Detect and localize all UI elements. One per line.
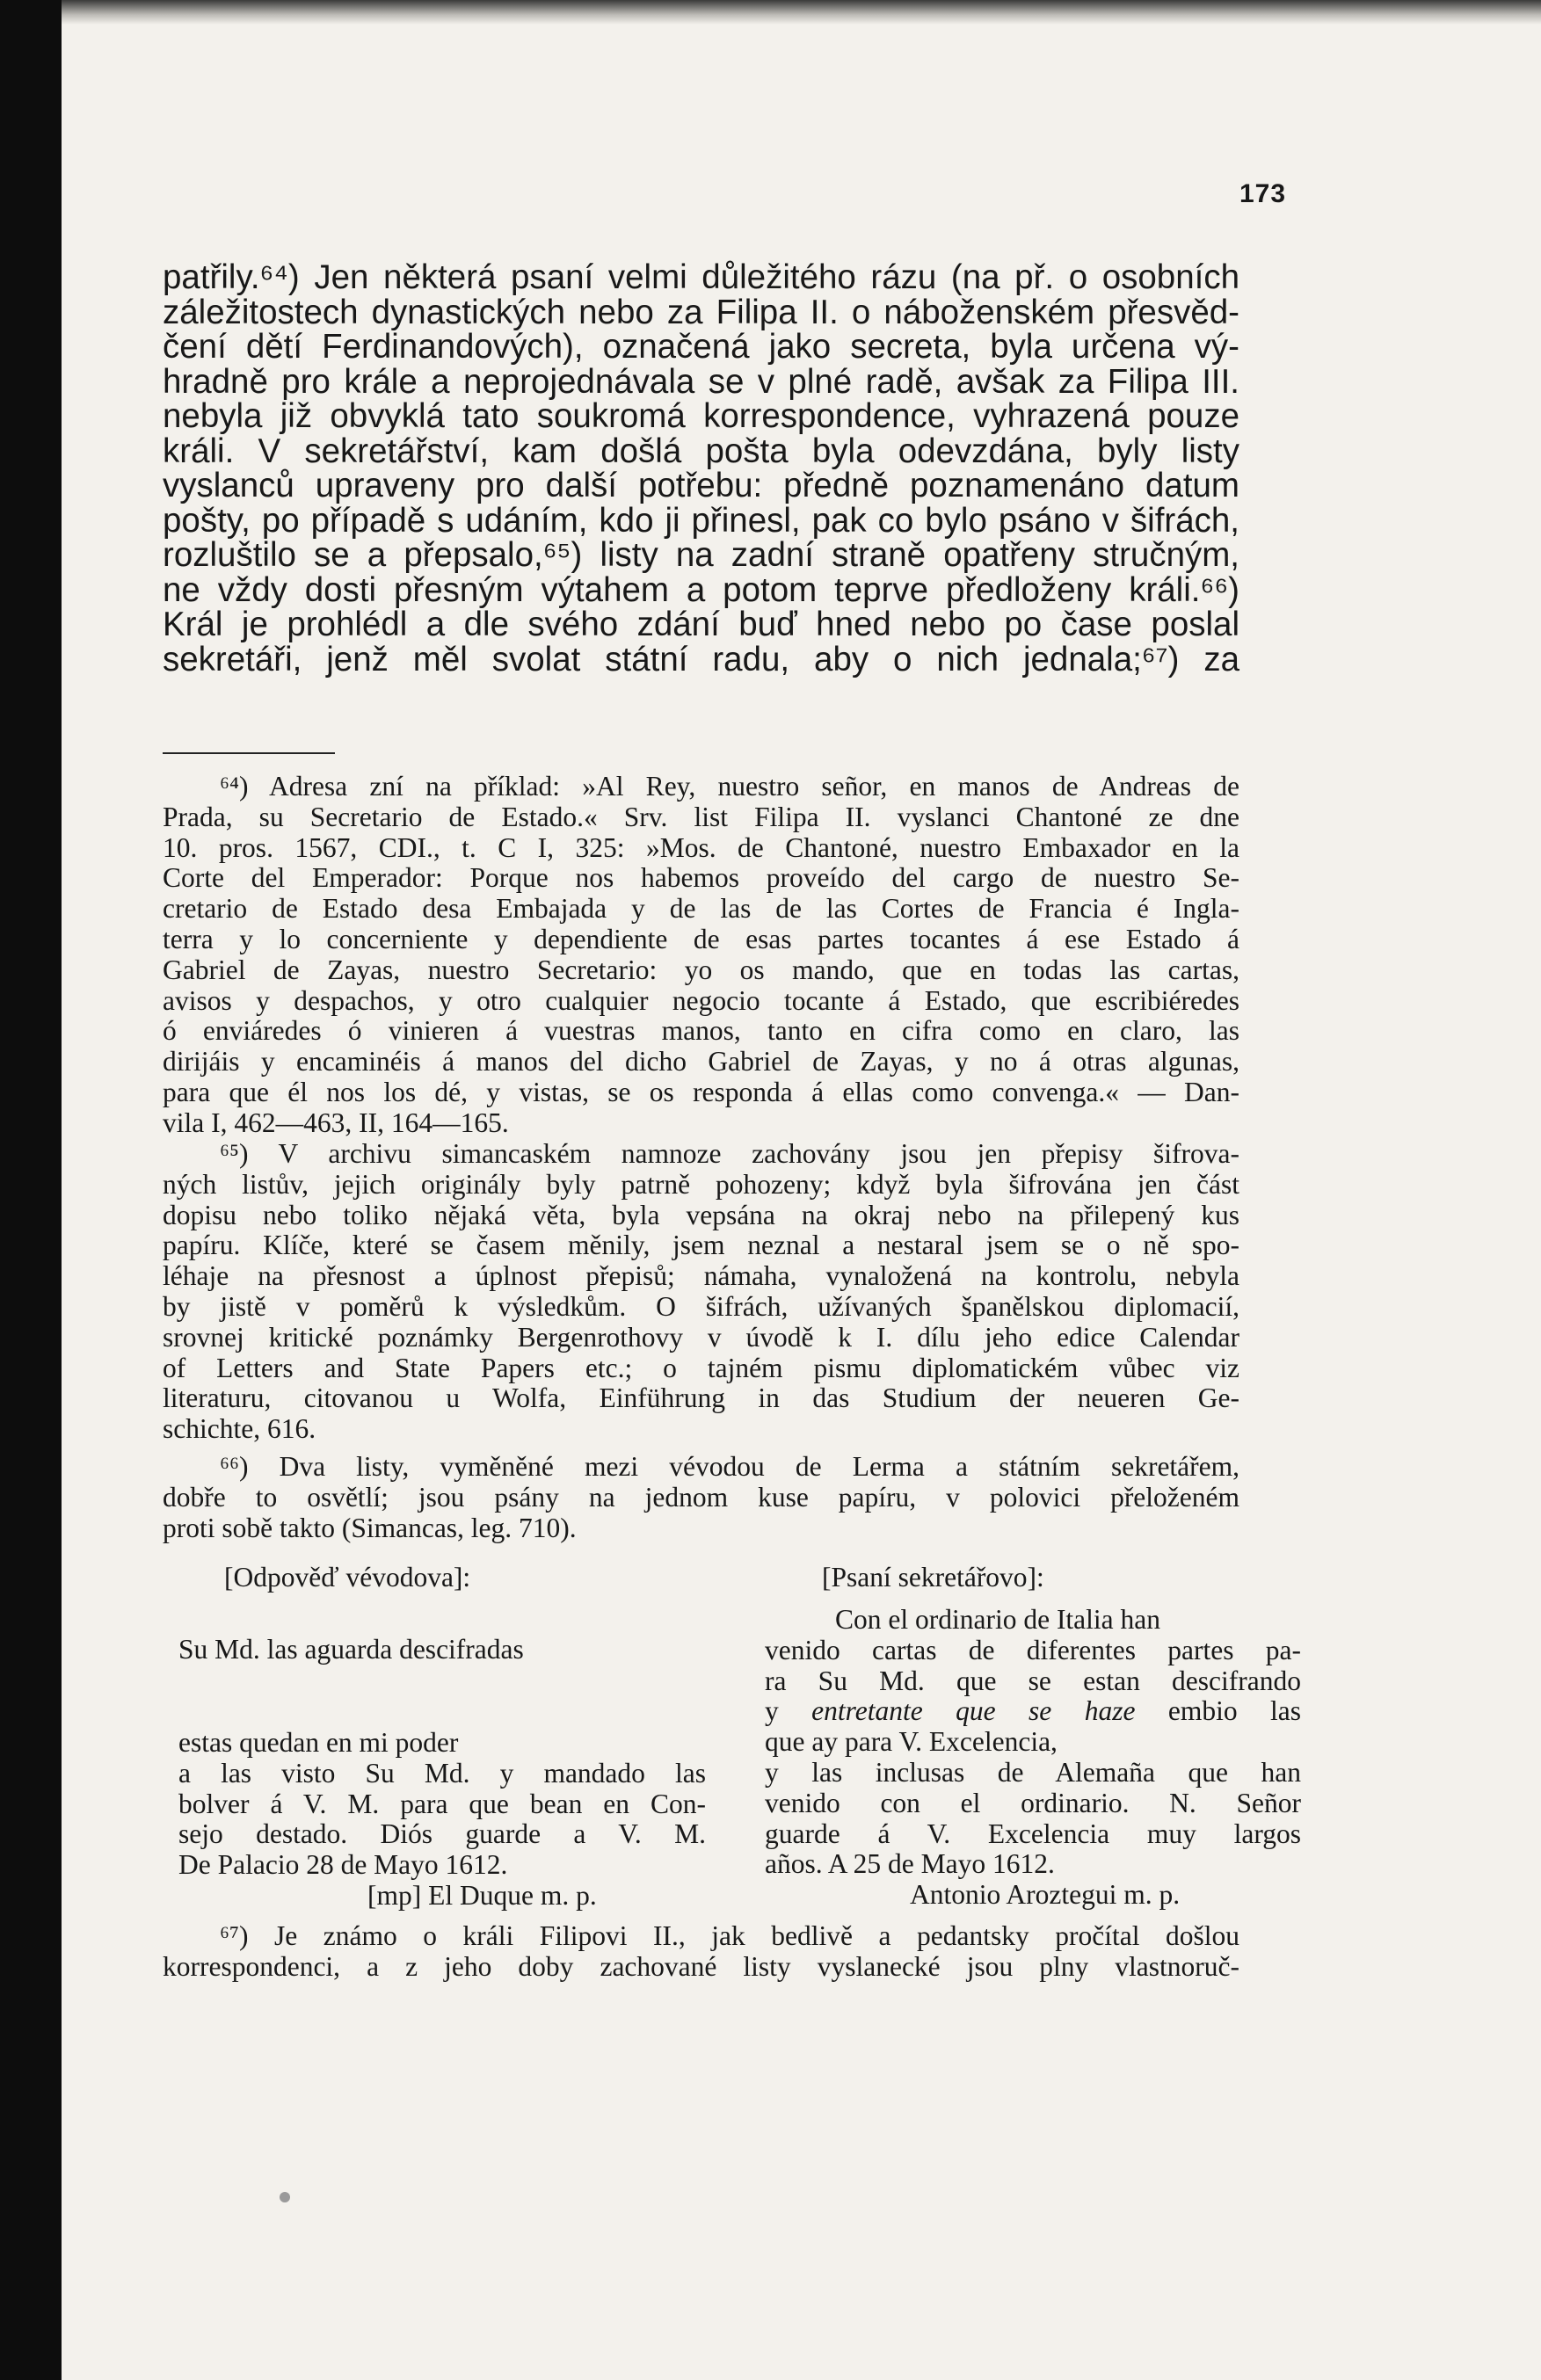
body-line: rozluštilo se a přepsalo,⁶⁵) listy na zadní straně opatřeny stručným, <box>163 536 1239 574</box>
body-line: hradně pro krále a neprojednávala se v plné radě, avšak za Filipa III. <box>163 362 1239 401</box>
right-column-line: que ay para V. Excelencia, <box>765 1726 1058 1758</box>
left-column-line: sejo destado. Diós guarde a V. M. <box>178 1818 706 1850</box>
footnote-line: ó enviáredes ó vinieren á vuestras manos, tanto en cifra como en claro, las <box>163 1015 1239 1047</box>
footnote-line: Dva listy, vyměněné mezi vévodou de Lerma a státním sekretářem, <box>279 1451 1240 1482</box>
right-column-fragment: y <box>765 1695 779 1727</box>
left-column-line: De Palacio 28 de Mayo 1612. <box>178 1849 508 1881</box>
footnote-line: papíru. Klíče, které se časem měnily, jsem neznal a nestaral jsem se o ně spo- <box>163 1230 1239 1261</box>
footnote-line: ných listův, jejich originály byly patrně pohozeny; když byla šifrována jen část <box>163 1168 1239 1200</box>
page-number: 173 <box>1239 179 1287 208</box>
footnote-line: schichte, 616. <box>163 1413 316 1445</box>
body-line: ne vždy dosti přesným výtahem a potom teprve předloženy králi.⁶⁶) <box>163 570 1239 609</box>
footnote-line: literaturu, citovanou u Wolfa, Einführung in das Studium der neueren Ge- <box>163 1382 1239 1414</box>
footnote-line: dirijáis y encaminéis á manos del dicho Gabriel de Zayas, y no á otras algunas, <box>163 1046 1239 1078</box>
body-line: králi. V sekretářství, kam došlá pošta byla odevzdána, byly listy <box>163 432 1239 470</box>
footnote-line: of Letters and State Papers etc.; o tajném pismu diplomatickém vůbec viz <box>163 1352 1239 1383</box>
right-column-signature: Antonio Aroztegui m. p. <box>910 1879 1181 1911</box>
body-line: Král je prohlédl a dle svého zdání buď hned nebo po čase poslal <box>163 606 1239 643</box>
right-column-line: ra Su Md. que se estan descifrando <box>765 1665 1301 1696</box>
footnote-line: vila I, 462—463, II, 164—165. <box>163 1107 509 1138</box>
footnote-line: 10. pros. 1567, CDI., t. C I, 325: »Mos. de Chantoné, nuestro Embaxador en la <box>163 831 1239 863</box>
body-line: patřily.⁶⁴) Jen některá psaní velmi důležitého rázu (na př. o osobních <box>163 258 1239 296</box>
right-column-line-mixed <box>765 1696 1301 1727</box>
footnote-mark: ⁶⁷) <box>220 1920 249 1951</box>
footnote-mark: ⁶⁴) <box>220 771 249 802</box>
ink-speck <box>280 2192 290 2202</box>
footnote-line: Adresa zní na příklad: »Al Rey, nuestro señor, en manos de Andreas de <box>268 771 1239 802</box>
right-column-heading: [Psaní sekretářovo]: <box>822 1562 1044 1593</box>
footnote-line: Prada, su Secretario de Estado.« Srv. list Filipa II. vyslanci Chantoné ze dne <box>163 801 1239 832</box>
footnote-mark: ⁶⁵) <box>220 1138 249 1169</box>
book-page <box>62 0 1541 2380</box>
body-line: záležitostech dynastických nebo za Filipa II. o náboženském přesvěd- <box>163 293 1239 331</box>
footnote-line: Gabriel de Zayas, nuestro Secretario: yo os mando, que en todas las cartas, <box>163 954 1239 985</box>
footnote-65 <box>163 1139 1239 1445</box>
right-column-letter <box>765 1605 1301 1911</box>
footnote-divider <box>163 752 335 754</box>
left-column-letter <box>178 1635 706 1665</box>
left-column-line: bolver á V. M. para que bean en Con- <box>178 1788 706 1819</box>
right-column-line: Con el ordinario de Italia han <box>835 1604 1161 1635</box>
right-column-fragment: embio las <box>1167 1695 1302 1727</box>
footnote-line: proti sobě takto (Simancas, leg. 710). <box>163 1512 577 1543</box>
footnote-mark: ⁶⁶) <box>220 1451 249 1482</box>
left-column-line: Su Md. las aguarda descifradas <box>178 1634 524 1665</box>
footnote-line: avisos y despachos, y otro cualquier negocio tocante á Estado, que escribiéredes <box>163 984 1239 1016</box>
footnote-line: dobře to osvětlí; jsou psány na jednom kuse papíru, v polovici přeloženém <box>163 1481 1239 1513</box>
body-line: sekretáři, jenž měl svolat státní radu, aby o nich jednala;⁶⁷) za <box>163 640 1239 678</box>
footnote-line: srovnej kritické poznámky Bergenrothovy v úvodě k I. dílu jeho edice Calendar <box>163 1321 1239 1353</box>
left-column-signature: [mp] El Duque m. p. <box>367 1879 597 1911</box>
footnote-line: by jistě v poměrů k výsledkům. O šifrách, užívaných španělskou diplomacií, <box>163 1290 1239 1322</box>
right-column-line: guarde á V. Excelencia muy largos <box>765 1818 1301 1849</box>
right-column-line: venido cartas de diferentes partes pa- <box>765 1634 1301 1665</box>
left-column-letter-body <box>178 1728 706 1912</box>
body-line: nebyla již obvyklá tato soukromá korrespondence, vyhrazená pouze <box>163 397 1239 435</box>
footnote-line: V archivu simancaském namnoze zachovány jsou jen přepisy šifrova- <box>278 1138 1240 1169</box>
footnote-line: cretario de Estado desa Embajada y de las de las Cortes de Francia é Ingla- <box>163 893 1239 925</box>
body-line: pošty, po případě s udáním, kdo ji přinesl, pak co bylo psáno v šifrách, <box>163 501 1239 540</box>
right-column-line: y las inclusas de Alemaña que han <box>765 1756 1301 1788</box>
body-line: čení dětí Ferdinandových), označená jako secreta, byla určena vý- <box>163 328 1239 366</box>
footnote-66 <box>163 1452 1239 1543</box>
footnote-line: Je známo o králi Filipovi II., jak bedlivě a pedantsky pročítal došlou <box>274 1920 1240 1951</box>
footnote-64 <box>163 772 1239 1139</box>
footnote-line: korrespondenci, a z jeho doby zachované listy vyslanecké jsou plny vlastnoruč- <box>163 1950 1239 1982</box>
footnote-line: para que él nos los dé, y vistas, se os responda á ellas como convenga.« — Dan- <box>163 1076 1239 1107</box>
footnote-line: Corte del Emperador: Porque nos habemos proveído del cargo de nuestro Se- <box>163 862 1239 894</box>
footnote-67 <box>163 1921 1239 1983</box>
right-column-line: años. A 25 de Mayo 1612. <box>765 1848 1055 1880</box>
footnote-line: léhaje na přesnost a úplnost přepisů; námaha, vynaložená na kontrolu, nebyla <box>163 1260 1239 1292</box>
footnote-line: dopisu nebo toliko nějaká věta, byla vepsána na okraj nebo na přilepený kus <box>163 1199 1239 1230</box>
left-column-line: estas quedan en mi poder <box>178 1727 459 1758</box>
main-body-text <box>163 260 1239 677</box>
right-column-italic-fragment: entretante que se haze <box>811 1695 1136 1727</box>
body-line: vyslanců upraveny pro další potřebu: předně poznamenáno datum <box>163 467 1239 504</box>
page-top-shadow <box>62 0 1541 25</box>
right-column-line: venido con el ordinario. N. Señor <box>765 1787 1301 1818</box>
left-column-line: a las visto Su Md. y mandado las <box>178 1757 706 1789</box>
left-column-heading: [Odpověď vévodova]: <box>224 1562 471 1593</box>
footnote-line: terra y lo concerniente y dependiente de esas partes tocantes á ese Estado á <box>163 923 1239 954</box>
